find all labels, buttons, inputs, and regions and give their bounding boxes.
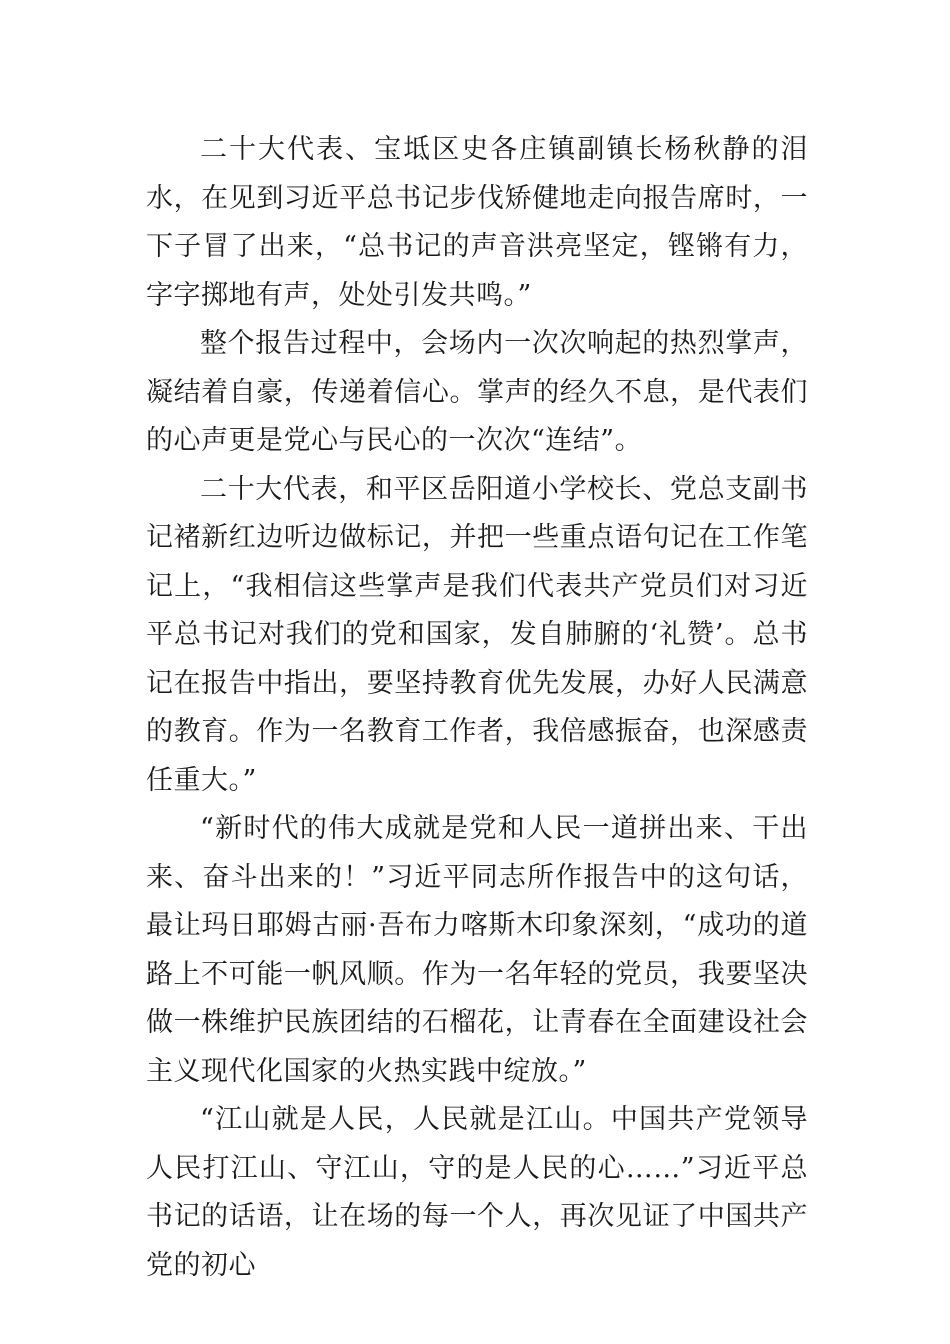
paragraph-3: 二十大代表，和平区岳阳道小学校长、党总支副书记褚新红边听边做标记，并把一些重点语句记在工作笔记上，“我相信这些掌声是我们代表共产党员们对习近平总书记对我们的党和国家，发自肺腑的‘礼赞’。总书记在报告中指出，要坚持教育优先发展，办好人民满意的教育。作为一名教育工作者，我倍感振奋，也深感责任重大。” <box>146 473 808 796</box>
paragraph-2: 整个报告过程中，会场内一次次响起的热烈掌声，凝结着自豪，传递着信心。掌声的经久不息，是代表们的心声更是党心与民心的一次次“连结”。 <box>146 328 808 456</box>
paragraph-1: 二十大代表、宝坻区史各庄镇副镇长杨秋静的泪水，在见到习近平总书记步伐矫健地走向报告席时，一下子冒了出来，“总书记的声音洪亮坚定，铿锵有力，字字掷地有声，处处引发共鸣。” <box>146 134 808 311</box>
paragraph-4: “新时代的伟大成就是党和人民一道拼出来、干出来、奋斗出来的！”习近平同志所作报告中的这句话，最让玛日耶姆古丽·吾布力喀斯木印象深刻，“成功的道路上不可能一帆风顺。作为一名年轻的党员，我要坚决做一株维护民族团结的石榴花，让青春在全面建设社会主义现代化国家的火热实践中绽放。” <box>146 813 808 1087</box>
paragraph-5: “江山就是人民，人民就是江山。中国共产党领导人民打江山、守江山，守的是人民的心……”习近平总书记的话语，让在场的每一个人，再次见证了中国共产党的初心 <box>146 1104 808 1281</box>
document-body <box>146 126 808 1290</box>
